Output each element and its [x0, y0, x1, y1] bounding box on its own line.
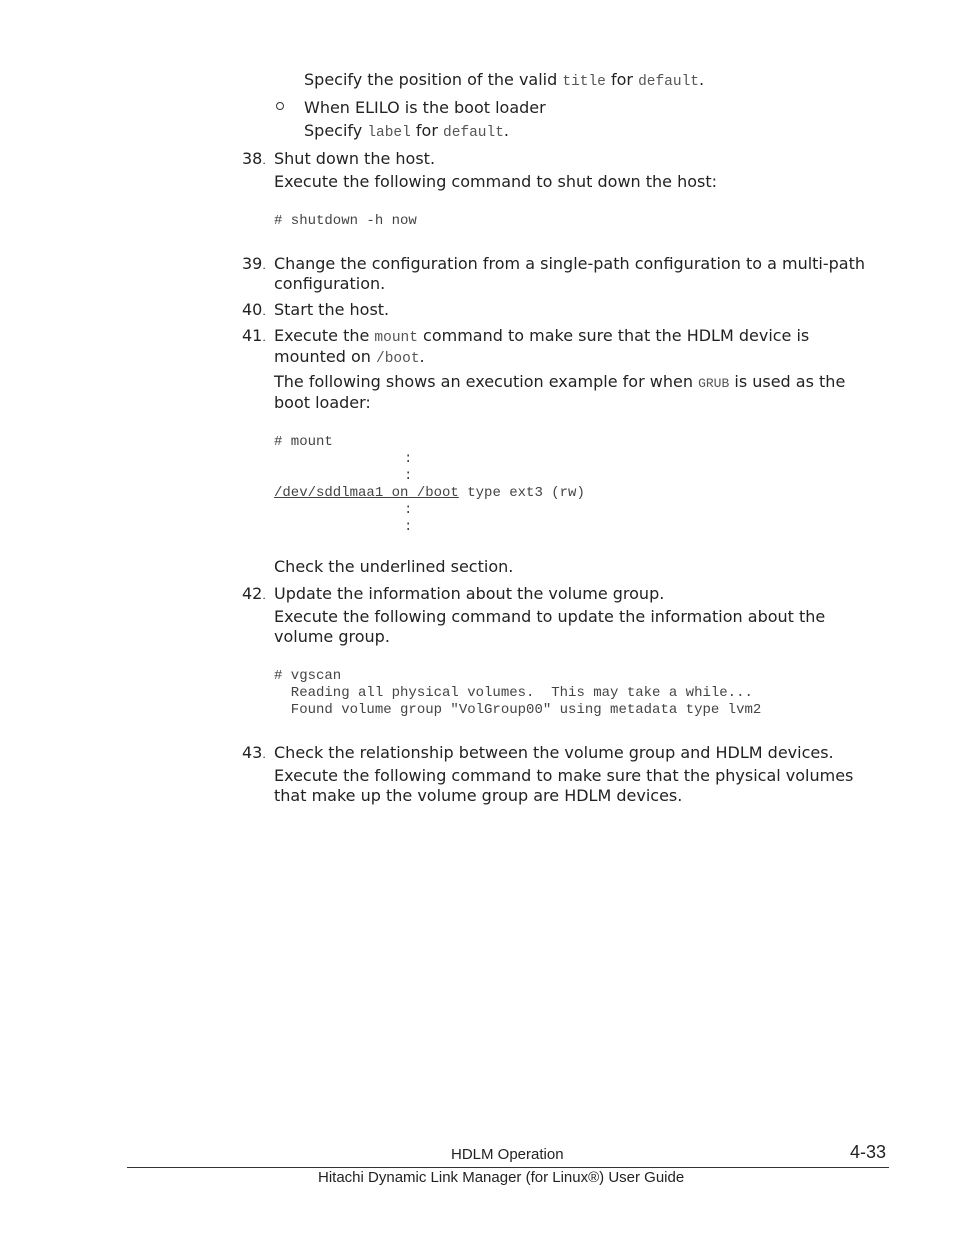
text: The following shows an execution example for when	[274, 372, 699, 391]
code-grub: GRUB	[698, 376, 730, 391]
step-41-line2	[274, 347, 425, 369]
step-number-43: 43.	[242, 743, 266, 762]
code-line-colon: :	[404, 468, 413, 484]
step-42-desc2: volume group.	[274, 627, 390, 646]
bullet-circle-icon	[276, 102, 284, 110]
text: command to make sure that the HDLM device is	[417, 326, 810, 345]
elilo-heading: When ELILO is the boot loader	[304, 98, 546, 117]
code-line: # vgscan	[274, 668, 342, 684]
code-boot: /boot	[376, 351, 420, 367]
text: is used as the	[729, 372, 846, 391]
page-number: 4-33	[850, 1142, 887, 1162]
step-41-para-line2: boot loader:	[274, 393, 371, 412]
text: .	[698, 70, 705, 89]
code-line: Reading all physical volumes. This may take a while...	[274, 685, 753, 701]
text: .	[419, 347, 425, 366]
step-42-title: Update the information about the volume group.	[274, 584, 665, 603]
step-43-title: Check the relationship between the volume group and HDLM devices.	[274, 743, 834, 762]
code-mount: mount	[374, 330, 418, 346]
text: mounted on	[274, 347, 377, 366]
footer-section-title: HDLM Operation	[451, 1146, 564, 1163]
step-43-desc1: Execute the following command to make sure that the physical volumes	[274, 766, 854, 785]
code-label: label	[367, 125, 411, 141]
code-default: default	[638, 74, 699, 90]
step-38-title: Shut down the host.	[274, 149, 436, 168]
step-number-42: 42.	[242, 584, 266, 603]
step-40-title: Start the host.	[274, 300, 390, 319]
code-line-dev	[274, 485, 585, 502]
code-title: title	[562, 74, 606, 90]
step-39-line2: configuration.	[274, 274, 386, 293]
code-line-colon: :	[404, 451, 413, 467]
code-text: type ext3 (rw)	[458, 485, 585, 501]
step-number-40: 40.	[242, 300, 266, 319]
underlined-section: /dev/sddlmaa1 on /boot	[274, 485, 459, 501]
text: Execute the	[274, 326, 375, 345]
step-41-note: Check the underlined section.	[274, 557, 514, 576]
step-number-39: 39.	[242, 254, 266, 273]
specify-title-line	[304, 70, 704, 92]
footer-divider	[127, 1167, 889, 1168]
text: for	[605, 70, 639, 89]
text: Specify the position of the valid	[304, 70, 563, 89]
step-42-desc1: Execute the following command to update the information about the	[274, 607, 826, 626]
step-38-desc: Execute the following command to shut down the host:	[274, 172, 718, 191]
footer-guide-title: Hitachi Dynamic Link Manager (for Linux®) User Guide	[318, 1169, 685, 1186]
code-default: default	[443, 125, 504, 141]
step-41-para-line1	[274, 372, 845, 394]
code-line-colon: :	[404, 502, 413, 518]
step-number-41: 41.	[242, 326, 266, 345]
step-43-desc2: that make up the volume group are HDLM devices.	[274, 786, 683, 805]
step-41-line1	[274, 326, 809, 348]
code-line: Found volume group "VolGroup00" using metadata type lvm2	[274, 702, 762, 718]
code-line-mount: # mount	[274, 434, 333, 450]
text: .	[503, 121, 510, 140]
code-line-colon: :	[404, 519, 413, 535]
step-number-38: 38.	[242, 149, 266, 168]
specify-label-line	[304, 121, 509, 143]
text: Specify	[304, 121, 368, 140]
code-block-shutdown: # shutdown -h now	[274, 213, 417, 229]
step-39-line1: Change the configuration from a single-path configuration to a multi-path	[274, 254, 866, 273]
text: for	[410, 121, 443, 140]
